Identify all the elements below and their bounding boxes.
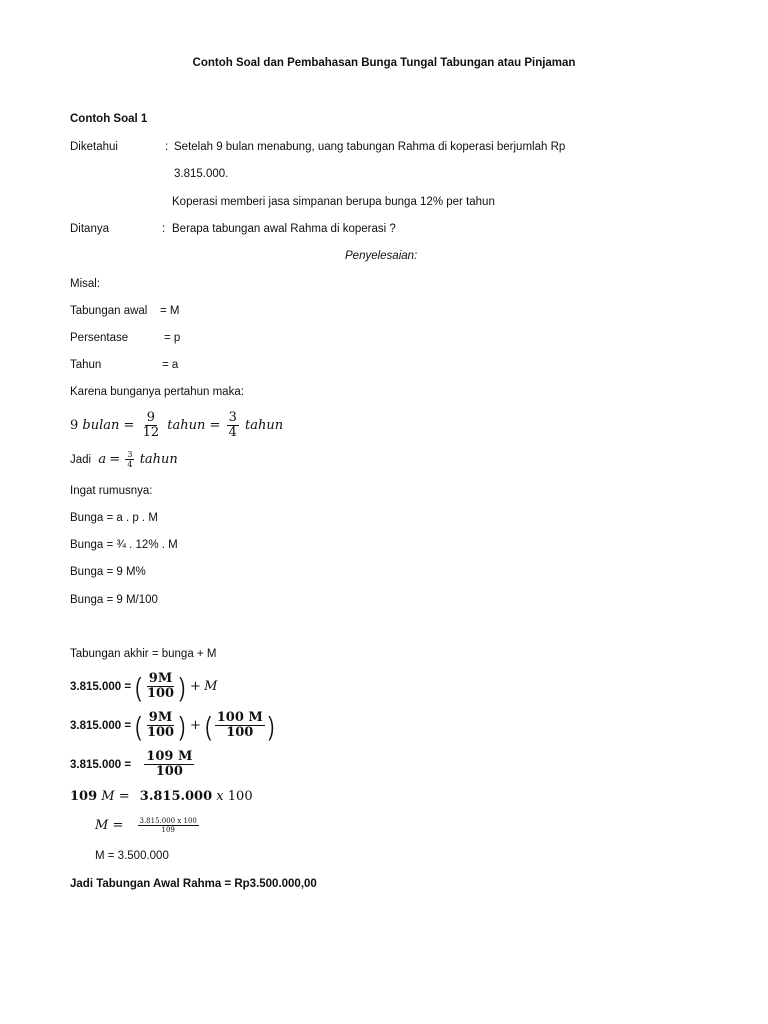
ditanya-label: Ditanya bbox=[70, 223, 109, 235]
fraction-denominator: 12 bbox=[142, 425, 160, 440]
open-paren: ( bbox=[135, 671, 142, 702]
eq1-plus: + bbox=[189, 679, 201, 694]
fraction-numerator: 9M bbox=[148, 710, 173, 726]
eq-bulan-lead: 9 bbox=[70, 418, 79, 433]
fraction-9-over-12 bbox=[141, 411, 162, 440]
var-label-tabungan-awal: Tabungan awal bbox=[70, 305, 148, 317]
equation-bulan-to-tahun bbox=[70, 410, 283, 442]
diketahui-line-1: Setelah 9 bulan menabung, uang tabungan Rahma di koperasi berjumlah Rp bbox=[174, 141, 566, 153]
equation-1 bbox=[70, 670, 217, 704]
penyelesaian-heading: Penyelesaian: bbox=[345, 250, 418, 262]
fraction-109m-over-100 bbox=[144, 750, 194, 779]
fraction-numerator: 9M bbox=[148, 671, 173, 687]
eq4-x: x bbox=[216, 789, 224, 804]
karena-text: Karena bunganya pertahun maka: bbox=[70, 386, 244, 398]
eq4-rhs: 3.815.000 bbox=[139, 789, 213, 804]
eq4-m: M bbox=[101, 789, 115, 804]
eq4-lhs: 109 bbox=[70, 789, 98, 804]
bunga-line-1: Bunga = a . p . M bbox=[70, 512, 158, 524]
misal-label: Misal: bbox=[70, 278, 101, 290]
diketahui-colon: : bbox=[165, 141, 169, 153]
fraction-numerator: 100 M bbox=[216, 710, 263, 726]
ingat-rumus: Ingat rumusnya: bbox=[70, 485, 153, 497]
fraction-numerator: 3 bbox=[228, 410, 237, 425]
eq-bulan-equals-1: = bbox=[123, 418, 135, 433]
equation-4 bbox=[70, 789, 253, 805]
equation-5 bbox=[95, 814, 201, 838]
eq-bulan-word: bulan bbox=[82, 418, 120, 433]
var-label-persentase: Persentase bbox=[70, 332, 129, 344]
jadi-equals: = bbox=[109, 452, 121, 467]
fraction-3-over-4 bbox=[227, 411, 239, 440]
fraction-numerator: 9 bbox=[146, 410, 155, 425]
jadi-a-line bbox=[70, 450, 178, 470]
close-paren: ) bbox=[179, 671, 186, 702]
eq1-m: M bbox=[204, 679, 218, 694]
ditanya-colon: : bbox=[162, 223, 166, 235]
fraction-denominator: 100 bbox=[146, 686, 175, 702]
diketahui-line-3: Koperasi memberi jasa simpanan berupa bunga 12% per tahun bbox=[172, 196, 495, 208]
eq5-equals: = bbox=[112, 818, 124, 833]
fraction-denominator: 100 bbox=[226, 725, 254, 741]
fraction-9m-over-100 bbox=[145, 711, 176, 740]
fraction-numerator: 109 M bbox=[146, 749, 193, 765]
jadi-tahun-word: tahun bbox=[139, 452, 178, 467]
eq-tahun-word-1: tahun bbox=[167, 418, 206, 433]
fraction-denominator: 100 bbox=[146, 725, 175, 741]
tabungan-akhir-line: Tabungan akhir = bunga + M bbox=[70, 648, 217, 660]
jadi-word: Jadi bbox=[70, 454, 92, 466]
fraction-denominator: 100 bbox=[155, 764, 183, 780]
fraction-product-over-109 bbox=[138, 817, 199, 834]
equation-3 bbox=[70, 748, 196, 782]
fraction-9m-over-100 bbox=[145, 672, 176, 701]
section-heading: Contoh Soal 1 bbox=[70, 113, 148, 125]
equation-6: M = 3.500.000 bbox=[95, 850, 169, 862]
eq4-equals: = bbox=[118, 789, 130, 804]
eq-bulan-equals-2: = bbox=[209, 418, 221, 433]
var-value-tabungan-awal: = M bbox=[160, 305, 180, 317]
eq4-hundred: 100 bbox=[227, 789, 253, 804]
var-label-tahun: Tahun bbox=[70, 359, 102, 371]
var-value-tahun: = a bbox=[162, 359, 179, 371]
fraction-denominator: 4 bbox=[127, 460, 133, 470]
open-paren: ( bbox=[205, 710, 212, 741]
close-paren: ) bbox=[268, 710, 275, 741]
fraction-100m-over-100 bbox=[215, 711, 265, 740]
fraction-denominator: 4 bbox=[228, 425, 237, 440]
equation-2 bbox=[70, 709, 275, 743]
var-a: a bbox=[98, 452, 107, 467]
bunga-line-4: Bunga = 9 M/100 bbox=[70, 594, 158, 606]
fraction-3-over-4-small bbox=[125, 450, 134, 469]
var-value-persentase: = p bbox=[164, 332, 181, 344]
diketahui-label: Diketahui bbox=[70, 141, 118, 153]
fraction-numerator: 3.815.000 x 100 bbox=[139, 817, 197, 825]
eq2-lhs: 3.815.000 = bbox=[70, 720, 132, 732]
bunga-line-2: Bunga = ¾ . 12% . M bbox=[70, 539, 178, 551]
close-paren: ) bbox=[179, 710, 186, 741]
open-paren: ( bbox=[135, 710, 142, 741]
fraction-denominator: 109 bbox=[161, 826, 175, 834]
ditanya-text: Berapa tabungan awal Rahma di koperasi ? bbox=[172, 223, 396, 235]
eq-tahun-word-2: tahun bbox=[244, 418, 284, 433]
eq3-lhs: 3.815.000 = bbox=[70, 759, 132, 771]
bunga-line-3: Bunga = 9 M% bbox=[70, 566, 146, 578]
diketahui-line-2: 3.815.000. bbox=[174, 168, 229, 180]
eq1-lhs: 3.815.000 = bbox=[70, 681, 132, 693]
conclusion: Jadi Tabungan Awal Rahma = Rp3.500.000,00 bbox=[70, 878, 317, 890]
eq5-m: M bbox=[95, 818, 109, 833]
eq2-plus: + bbox=[189, 718, 201, 733]
document-title: Contoh Soal dan Pembahasan Bunga Tungal Tabungan atau Pinjaman bbox=[192, 57, 576, 69]
fraction-numerator: 3 bbox=[127, 450, 133, 460]
